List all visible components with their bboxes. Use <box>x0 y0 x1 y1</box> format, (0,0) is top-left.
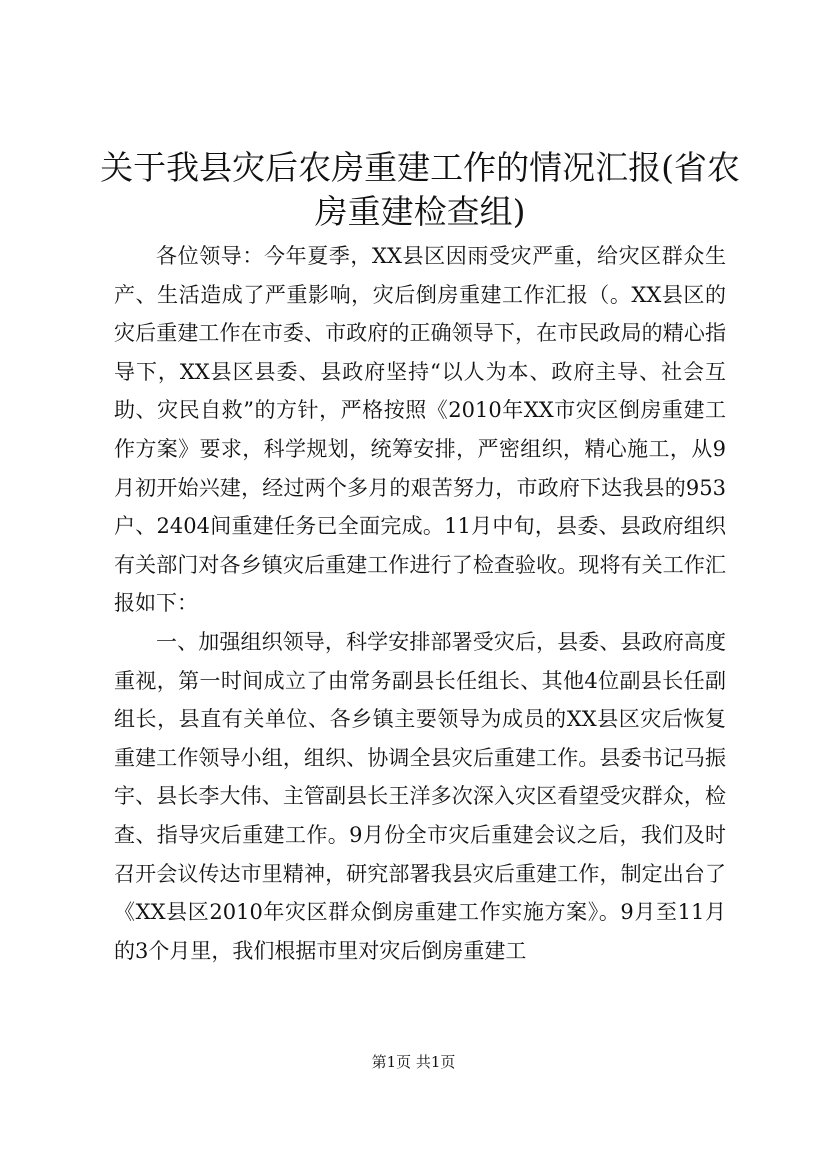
paragraph-intro: 各位领导：今年夏季，XX县区因雨受灾严重，给灾区群众生产、生活造成了严重影响，灾后倒房重建工作汇报（。XX县区的灾后重建工作在市委、市政府的正确领导下，在市民政局的精心指导下，XX县区县委、县政府坚持“以人为本、政府主导、社会互助、灾民自救”的方针，严格按照《2010年XX市灾区倒房重建工作方案》要求，科学规划，统筹安排，严密组织，精心施工，从9月初开始兴建，经过两个多月的艰苦努力，市政府下达我县的953户、2404间重建任务已全面完成。11月中旬，县委、县政府组织有关部门对各乡镇灾后重建工作进行了检查验收。现将有关工作汇报如下： <box>114 244 726 616</box>
document-title: 关于我县灾后农房重建工作的情况汇报(省农房重建检查组) <box>100 148 740 231</box>
document-body <box>114 237 726 970</box>
paragraph-section-one: 一、加强组织领导，科学安排部署受灾后，县委、县政府高度重视，第一时间成立了由常务副县长任组长、其他4位副县长任副组长，县直有关单位、各乡镇主要领导为成员的XX县区灾后恢复重建工作领导小组，组织、协调全县灾后重建工作。县委书记马振宇、县长李大伟、主管副县长王洋多次深入灾区看望受灾群众，检查、指导灾后重建工作。9月份全市灾后重建会议之后，我们及时召开会议传达市里精神，研究部署我县灾后重建工作，制定出台了《XX县区2010年灾区群众倒房重建工作实施方案》。9月至11月的3个月里，我们根据市里对灾后倒房重建工 <box>114 629 726 963</box>
page-number-footer: 第1页 共1页 <box>371 1053 456 1071</box>
